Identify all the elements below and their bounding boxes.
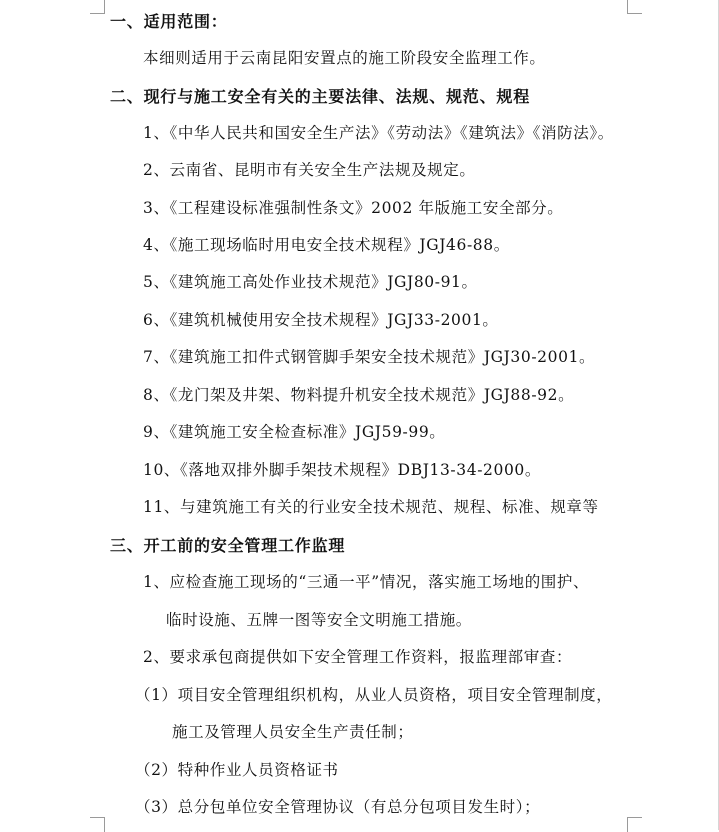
document-requirement-item-continued: 施工及管理人员安全生产责任制； (172, 723, 414, 741)
crop-mark-top-left (90, 0, 105, 14)
crop-mark-top-right (627, 0, 642, 14)
regulation-item: 5、《建筑施工高处作业技术规范》JGJ80-91。 (143, 273, 478, 291)
regulation-item: 10、《落地双排外脚手架技术规程》DBJ13-34-2000。 (143, 461, 541, 479)
regulation-item: 1、《中华人民共和国安全生产法》《劳动法》《建筑法》《消防法》。 (143, 124, 614, 142)
document-requirement-item: （3）总分包单位安全管理协议（有总分包项目发生时）； (135, 798, 541, 816)
scope-text: 本细则适用于云南昆阳安置点的施工阶段安全监理工作。 (143, 49, 546, 67)
pre-construction-item-continued: 临时设施、五牌一图等安全文明施工措施。 (166, 611, 472, 629)
regulation-item: 11、与建筑施工有关的行业安全技术规范、规程、标准、规章等 (143, 498, 599, 516)
pre-construction-item: 1、应检查施工现场的“三通一平”情况，落实施工场地的围护、 (143, 573, 590, 591)
section-heading-pre-construction: 三、开工前的安全管理工作监理 (110, 536, 346, 555)
regulation-item: 2、云南省、昆明市有关安全生产法规及规定。 (143, 161, 476, 179)
pre-construction-item: 2、要求承包商提供如下安全管理工作资料，报监理部审查： (143, 648, 573, 666)
regulation-item: 3、《工程建设标准强制性条文》2002 年版施工安全部分。 (143, 199, 564, 217)
regulation-item: 4、《施工现场临时用电安全技术规程》JGJ46-88。 (143, 236, 510, 254)
section-heading-scope: 一、适用范围： (110, 12, 228, 31)
regulation-item: 9、《建筑施工安全检查标准》JGJ59-99。 (143, 423, 446, 441)
document-requirement-item: （2）特种作业人员资格证书 (135, 761, 339, 779)
regulation-item: 8、《龙门架及井架、物料提升机安全技术规范》JGJ88-92。 (143, 386, 575, 404)
regulation-item: 7、《建筑施工扣件式钢管脚手架安全技术规范》JGJ30-2001。 (143, 348, 596, 366)
section-heading-regulations: 二、现行与施工安全有关的主要法律、法规、规范、规程 (110, 87, 531, 106)
document-requirement-item: （1）项目安全管理组织机构，从业人员资格，项目安全管理制度， (135, 686, 613, 704)
regulation-item: 6、《建筑机械使用安全技术规程》JGJ33-2001。 (143, 311, 499, 329)
